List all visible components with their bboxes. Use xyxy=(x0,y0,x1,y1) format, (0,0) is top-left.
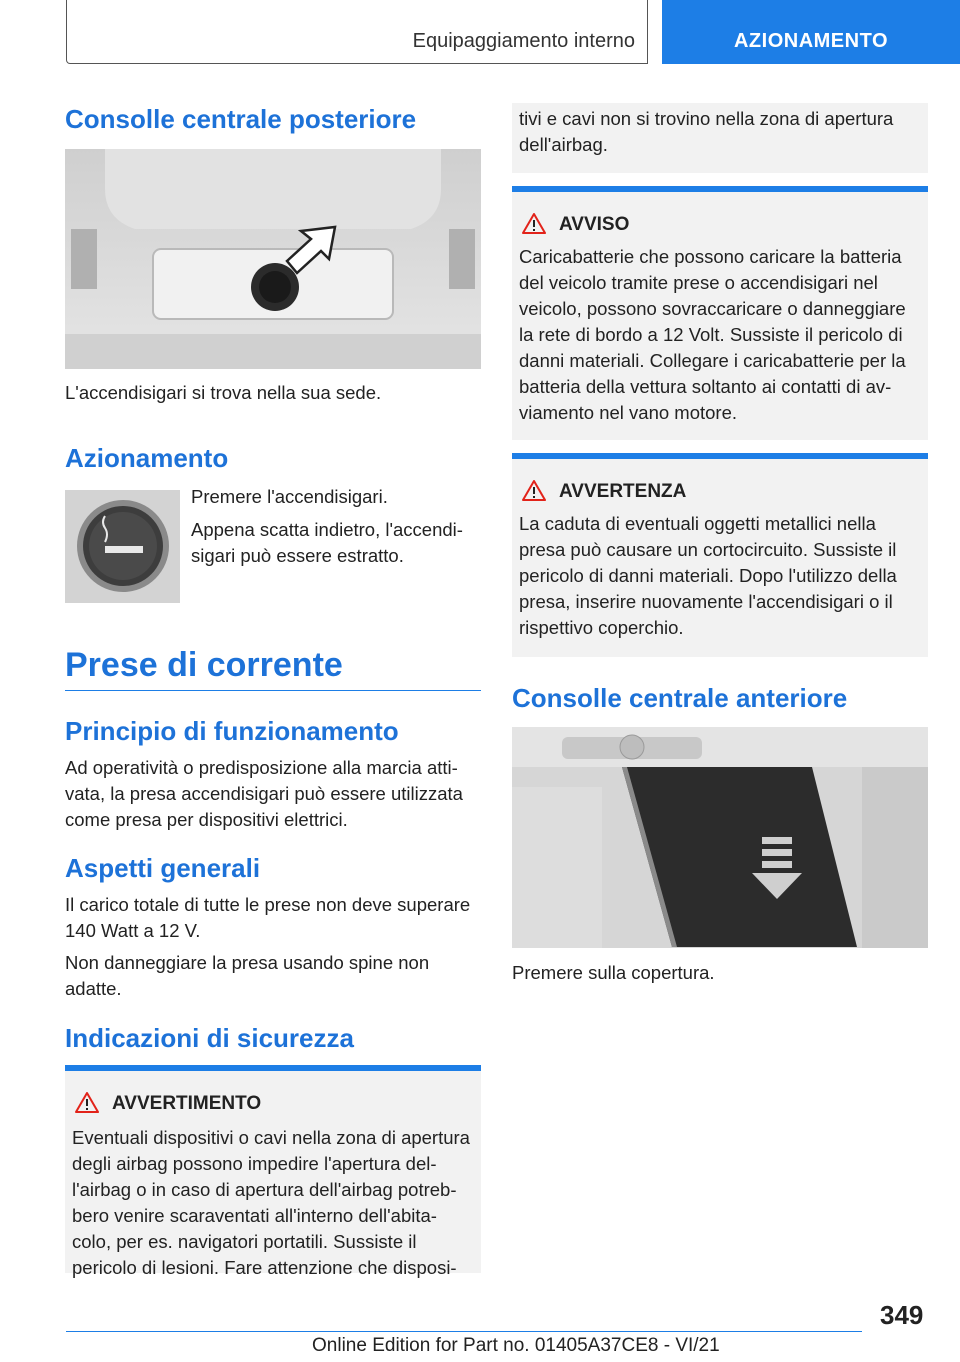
lighter-button-photo xyxy=(65,490,180,603)
warning-triangle-icon xyxy=(75,1091,99,1113)
general-p1-line-2: 140 Watt a 12 V. xyxy=(65,920,201,941)
principle-heading: Principio di funzionamento xyxy=(65,716,399,746)
sockets-heading: Prese di corrente xyxy=(65,646,343,684)
footer-rule xyxy=(66,1331,862,1332)
warning-box-2-line-5: rispettivo coperchio. xyxy=(519,617,684,638)
front-console-photo xyxy=(512,727,928,948)
header-chapter-tab[interactable] xyxy=(662,0,960,64)
warning-box-2-line-3: pericolo di danni materiali. Dopo l'utilizzo della xyxy=(519,565,897,586)
warning-box-1 xyxy=(65,1065,481,1278)
footer-edition: Online Edition for Part no. 01405A37CE8 - VI/21 xyxy=(312,1335,720,1356)
warning-triangle-icon xyxy=(522,212,546,234)
general-heading: Aspetti generali xyxy=(65,853,261,883)
notice-line-6: batteria della vettura soltanto ai contatti di av- xyxy=(519,376,892,397)
operation-step-2-line2: sigari può essere estratto. xyxy=(191,545,404,566)
front-console-caption: Premere sulla copertura. xyxy=(512,962,715,983)
notice-line-5: danni materiali. Collegare i caricabatterie per la xyxy=(519,350,906,371)
sockets-heading-rule xyxy=(65,690,481,691)
warning-box-1-continued xyxy=(512,103,928,173)
header-chapter-label: AZIONAMENTO xyxy=(733,30,888,52)
operation-step-1: Premere l'accendisigari. xyxy=(191,486,388,507)
safety-heading: Indicazioni di sicurezza xyxy=(65,1023,354,1053)
operation-heading: Azionamento xyxy=(65,443,229,473)
principle-line-2: vata, la presa accendisigari può essere utilizzata xyxy=(65,783,463,804)
page-number: 349 xyxy=(880,1300,924,1330)
notice-line-3: veicolo, possono sovraccaricare o danneggiare xyxy=(519,298,906,319)
warning-box-1-line-1: Eventuali dispositivi o cavi nella zona di apertura xyxy=(72,1127,470,1148)
rear-console-photo xyxy=(65,149,481,369)
warning-box-2 xyxy=(512,453,928,657)
warning-box-1-line-6: pericolo di lesioni. Fare attenzione che disposi- xyxy=(72,1257,457,1278)
warning-box-2-line-2: presa può causare un cortocircuito. Sussiste il xyxy=(519,539,897,560)
notice-line-7: viamento nel vano motore. xyxy=(519,402,738,423)
warning-box-1-bar xyxy=(65,1065,481,1071)
header-section-box xyxy=(66,0,648,64)
rear-console-heading: Consolle centrale posteriore xyxy=(65,104,417,134)
warning-box-1-line-5: colo, per es. navigatori portatili. Sussiste il xyxy=(72,1231,417,1252)
notice-line-1: Caricabatterie che possono caricare la batteria xyxy=(519,246,902,267)
warning-box-1-line-3: l'airbag o in caso di apertura dell'airbag potreb- xyxy=(72,1179,457,1200)
notice-box-title: AVVISO xyxy=(559,214,630,235)
notice-box-bar xyxy=(512,186,928,192)
header-section-label: Equipaggiamento interno xyxy=(412,30,635,52)
warning-box-1-cont-line-2: dell'airbag. xyxy=(519,134,608,155)
front-console-heading: Consolle centrale anteriore xyxy=(512,683,848,713)
rear-console-caption: L'accendisigari si trova nella sua sede. xyxy=(65,382,382,403)
warning-box-2-line-4: presa, inserire nuovamente l'accendisigari o il xyxy=(519,591,893,612)
warning-box-1-cont-line-1: tivi e cavi non si trovino nella zona di apertura xyxy=(519,108,894,129)
warning-box-1-line-2: degli airbag possono impedire l'apertura del- xyxy=(72,1153,437,1174)
notice-line-4: la rete di bordo a 12 Volt. Sussiste il pericolo di xyxy=(519,324,903,345)
warning-box-2-line-1: La caduta di eventuali oggetti metallici nella xyxy=(519,513,876,534)
general-p2-line-2: adatte. xyxy=(65,978,122,999)
general-p2-line-1: Non danneggiare la presa usando spine non xyxy=(65,952,430,973)
notice-box xyxy=(512,186,928,440)
principle-line-1: Ad operatività o predisposizione alla marcia atti- xyxy=(65,757,458,778)
general-p1-line-1: Il carico totale di tutte le prese non deve superare xyxy=(65,894,471,915)
warning-box-1-title: AVVERTIMENTO xyxy=(112,1093,262,1114)
warning-box-1-line-4: bero venire scaraventati all'interno dell'abita- xyxy=(72,1205,437,1226)
operation-step-2-line1: Appena scatta indietro, l'accendi- xyxy=(191,519,463,540)
warning-box-2-bar xyxy=(512,453,928,459)
principle-line-3: come presa per dispositivi elettrici. xyxy=(65,809,348,830)
warning-box-2-title: AVVERTENZA xyxy=(559,481,687,502)
warning-triangle-icon xyxy=(522,479,546,501)
notice-line-2: del veicolo tramite prese o accendisigari nel xyxy=(519,272,878,293)
